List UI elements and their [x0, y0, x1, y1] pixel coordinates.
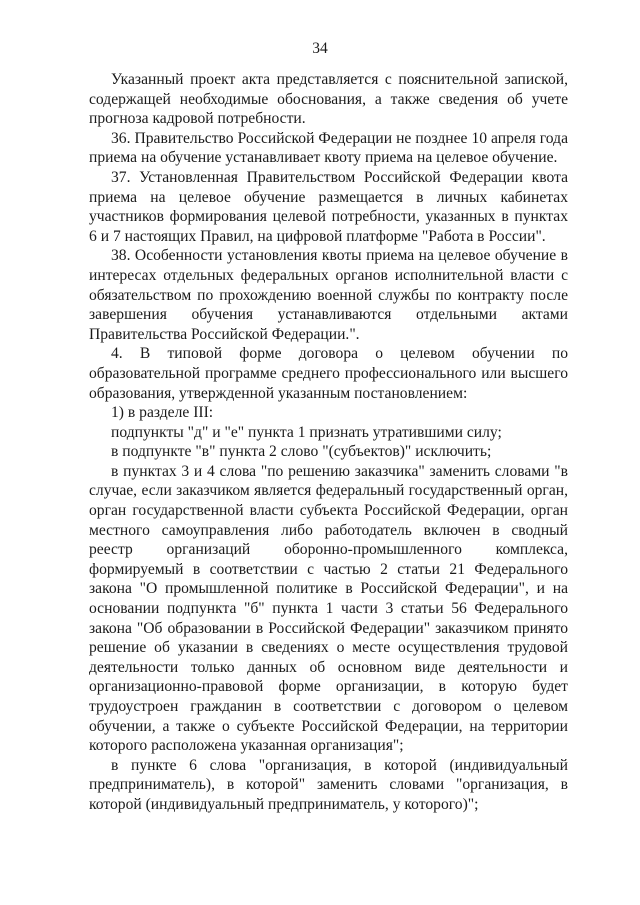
document-body — [89, 70, 568, 815]
paragraph-item-4: 4. В типовой форме договора о целевом обучении по образовательной программе среднего профессионального или высшего образования, утвержденной указанным постановлением: — [89, 345, 568, 402]
paragraph-37: 37. Установленная Правительством Российской Федерации квота приема на целевое обучение размещается в личных кабинетах участников формирования целевой потребности, указанных в пунктах 6 и 7 настоящих Правил, на цифровой платформе "Работа в России". — [89, 168, 568, 245]
paragraph-item-6: в пункте 6 слова "организация, в которой (индивидуальный предприниматель), в которой" заменить словами "организация, в которой (индивидуальный предприниматель, у которого)"; — [89, 756, 568, 813]
page-number: 34 — [312, 40, 328, 57]
paragraph-38: 38. Особенности установления квоты приема на целевое обучение в интересах отдельных федеральных органов исполнительной власти с обязательством по прохождению военной службы по контракту после завершения обучения устанавливаются отдельными актами Правительства Российской Федерации.". — [89, 247, 568, 343]
paragraph-36: 36. Правительство Российской Федерации не позднее 10 апреля года приема на обучение устанавливает квоту приема на целевое обучение. — [89, 129, 568, 167]
paragraph-subitems-d-e: подпункты "д" и "е" пункта 1 признать утратившими силу; — [111, 423, 502, 441]
paragraph-project-act: Указанный проект акта представляется с пояснительной запиской, содержащей необходимые обоснования, а также сведения об учете прогноза кадровой потребности. — [89, 71, 568, 128]
paragraph-subitem-v: в подпункте "в" пункта 2 слово "(субъектов)" исключить; — [111, 443, 492, 461]
paragraph-section-iii: 1) в разделе III: — [111, 404, 214, 422]
paragraph-items-3-4: в пунктах 3 и 4 слова "по решению заказчика" заменить словами "в случае, если заказчиком является федеральный государственный орган, орган государственной власти субъекта Российской Федерации, орган местного самоуправления либо работодатель включен в сводный реестр организаций оборонно-промышленного комплекса, формируемый в соответствии с частью 2 статьи 21 Федерального закона "О промышленной политике в Российской Федерации", и на основании подпункта "б" пункта 1 части 3 статьи 56 Федерального закона "Об образовании в Российской Федерации" заказчиком принято решение об указании в сведениях о месте осуществления трудовой деятельности только данных об основном виде деятельности и организационно-правовой форме организации, в которую будет трудоустроен гражданин в соответствии с договором о целевом обучении, а также о субъекте Российской Федерации, на территории которого расположена указанная организация"; — [89, 462, 568, 755]
